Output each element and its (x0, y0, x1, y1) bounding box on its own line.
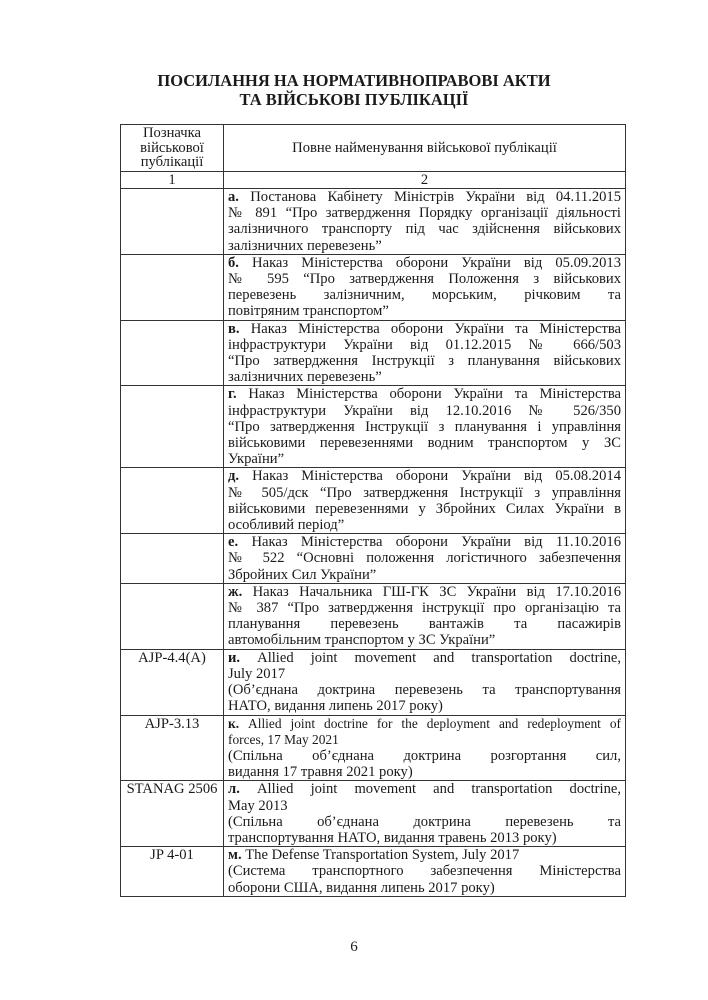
text-line: № 505/дск “Про затвердження Інструкції з управління (228, 484, 621, 501)
table-header-row (121, 125, 626, 172)
text-line: залізничних перевезень” (228, 369, 382, 386)
publication-full-name (224, 649, 626, 715)
table-row (121, 534, 626, 584)
publication-code (121, 320, 224, 386)
text-line: “Про затвердження Інструкції з планування і управління (228, 418, 621, 435)
text-line: України” (228, 451, 285, 468)
header-line: публікації (140, 154, 204, 171)
item-label: и. (228, 649, 241, 666)
text-line: а. Постанова Кабінету Міністрів України від 04.11.2015 (228, 189, 622, 205)
text-line: д. Наказ Міністерства оборони України від 05.08.2014 (228, 468, 621, 485)
text-line: планування перевезень вантажів та пасажирів (228, 616, 621, 633)
text-line: оборони США, видання липень 2017 року) (228, 879, 495, 896)
publication-full-name (224, 468, 626, 534)
item-label: к. (228, 715, 240, 731)
item-label: д. (228, 468, 240, 485)
column-number: 2 (224, 172, 626, 189)
item-label: е. (228, 534, 239, 551)
publication-full-name (224, 534, 626, 584)
text-line: транспортування НАТО, видання травень 2013 року) (228, 829, 557, 846)
publication-code (121, 468, 224, 534)
text-line: № 387 “Про затвердження інструкції про організацію та (228, 600, 621, 617)
text-line: л. Allied joint movement and transportation doctrine, (228, 781, 621, 798)
table-row (121, 189, 626, 255)
page-number: 6 (350, 939, 358, 955)
table-row (121, 649, 626, 715)
publication-full-name (224, 715, 626, 781)
text-line: (Спільна об’єднана доктрина перевезень та (228, 813, 621, 830)
text-line: м. The Defense Transportation System, July 2017 (228, 847, 520, 864)
item-label: л. (228, 781, 240, 798)
publication-code: AJP-4.4(A) (121, 649, 224, 715)
publication-full-name (224, 189, 626, 255)
publication-full-name (224, 781, 626, 847)
text-line: видання 17 травня 2021 року) (228, 764, 413, 781)
text-line: (Об’єднана доктрина перевезень та транспортування (228, 682, 621, 699)
text-line: (Спільна об’єднана доктрина розгортання сил, (228, 747, 621, 764)
table-row (121, 386, 626, 468)
text-line: залізничного транспорту під час здійснення військових (228, 221, 621, 238)
item-label: г. (228, 386, 237, 403)
publication-code (121, 583, 224, 649)
item-label: м. (228, 847, 242, 864)
text-line: (Система транспортного забезпечення Міністерства (228, 863, 621, 880)
table-row (121, 715, 626, 781)
header-designation (121, 125, 224, 172)
publication-code: AJP-3.13 (121, 715, 224, 781)
item-label: б. (228, 254, 239, 271)
column-number-row (121, 172, 626, 189)
text-line: перевезень залізничним, морським, річковим та (228, 287, 621, 304)
text-line: НАТО, видання липень 2017 року) (228, 698, 443, 715)
table-row (121, 254, 626, 320)
text-line: № 595 “Про затвердження Положення з військових (228, 271, 621, 288)
text-line: автомобільним транспортом у ЗС України” (228, 632, 496, 649)
header-line: Позначка (143, 125, 201, 142)
text-line: № 891 “Про затвердження Порядку організації діяльності (228, 205, 621, 222)
text-line: військовими перевезеннями у Збройних Силах України в (228, 500, 621, 517)
text-line: May 2013 (228, 797, 288, 814)
text-line: ж. Наказ Начальника ГШ-ГК ЗС України від 17.10.2016 (228, 583, 621, 600)
publication-full-name (224, 583, 626, 649)
text-line: е. Наказ Міністерства оборони України від 11.10.2016 (228, 534, 621, 551)
text-line: повітряним транспортом” (228, 303, 389, 320)
publication-full-name (224, 386, 626, 468)
header-full-name: Повне найменування військової публікації (224, 125, 626, 172)
page-title-line: ТА ВІЙСЬКОВІ ПУБЛІКАЦІЇ (239, 90, 469, 109)
item-label: а. (228, 189, 239, 205)
text-line: “Про затвердження Інструкції з планування військових (228, 353, 621, 370)
table-row (121, 847, 626, 897)
text-line: в. Наказ Міністерства оборони України та Міністерства (228, 320, 621, 337)
item-label: ж. (228, 583, 243, 600)
publication-code: JP 4-01 (121, 847, 224, 897)
text-line: військовими перевезеннями водним транспортом у ЗС (228, 435, 621, 452)
text-line: July 2017 (228, 665, 286, 682)
publication-full-name (224, 254, 626, 320)
table-row (121, 468, 626, 534)
references-table (120, 124, 626, 897)
text-line: к. Allied joint doctrine for the deployment and redeployment of (228, 715, 621, 731)
header-line: військової (140, 139, 204, 156)
text-line: forces, 17 May 2021 (228, 731, 339, 747)
text-line: и. Allied joint movement and transportation doctrine, (228, 649, 622, 666)
text-line: Збройних Сил України” (228, 566, 377, 583)
publication-full-name (224, 847, 626, 897)
publication-code (121, 189, 224, 255)
publication-code (121, 386, 224, 468)
column-number: 1 (121, 172, 224, 189)
item-label: в. (228, 320, 240, 337)
text-line: особливий період” (228, 517, 345, 534)
publication-code (121, 254, 224, 320)
text-line: залізничних перевезень” (228, 237, 382, 254)
publication-code (121, 534, 224, 584)
table-row (121, 781, 626, 847)
table-row (121, 583, 626, 649)
text-line: інфраструктури України від 12.10.2016 № 526/350 (228, 402, 621, 419)
publication-full-name (224, 320, 626, 386)
text-line: г. Наказ Міністерства оборони України та Міністерства (228, 386, 621, 403)
table-row (121, 320, 626, 386)
text-line: б. Наказ Міністерства оборони України від 05.09.2013 (228, 254, 621, 271)
publication-code: STANAG 2506 (121, 781, 224, 847)
page-title (0, 71, 708, 109)
text-line: № 522 “Основні положення логістичного забезпечення (228, 550, 621, 567)
text-line: інфраструктури України від 01.12.2015 № 666/503 (228, 336, 621, 353)
page-title-line: ПОСИЛАННЯ НА НОРМАТИВНОПРАВОВІ АКТИ (157, 71, 551, 90)
